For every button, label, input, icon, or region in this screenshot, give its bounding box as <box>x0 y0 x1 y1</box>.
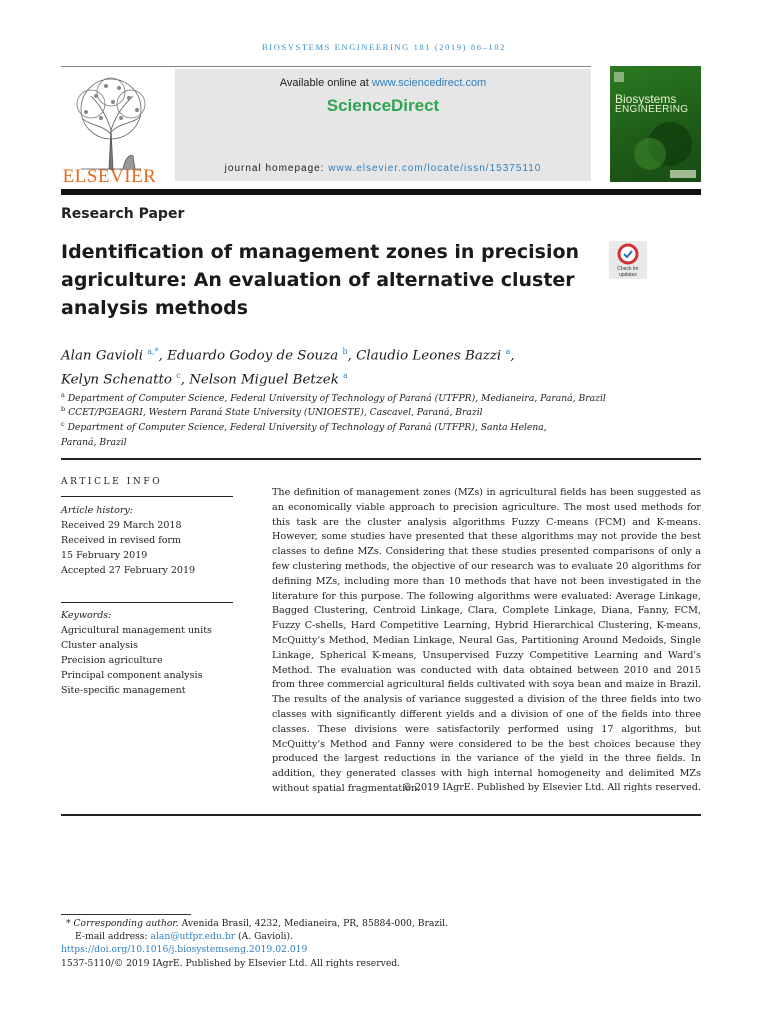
doi-line <box>61 943 307 957</box>
history-item: Received in revised form <box>61 535 181 546</box>
section-divider <box>61 458 701 460</box>
history-label: Article history: <box>61 505 133 516</box>
homepage-prefix: journal homepage: <box>224 163 329 174</box>
abstract-bottom-rule <box>61 814 701 816</box>
available-online <box>175 77 591 89</box>
author-name[interactable]: Eduardo Godoy de Souza <box>167 348 339 364</box>
author-separator: , <box>347 348 357 364</box>
affiliation-text: Department of Computer Science, Federal University of Technology of Paraná (UTFPR), Santa Helena, Paraná, Brazil <box>61 422 547 448</box>
affiliation-text: CCET/PGEAGRI, Western Paraná State University (UNIOESTE), Cascavel, Paraná, Brazil <box>68 407 483 419</box>
keyword-item: Precision agriculture <box>61 655 163 666</box>
history-item: Accepted 27 February 2019 <box>61 565 196 576</box>
sciencedirect-link[interactable]: www.sciencedirect.com <box>371 77 487 89</box>
author-name[interactable]: Claudio Leones Bazzi <box>356 348 502 364</box>
check-for-updates-badge[interactable] <box>609 241 647 279</box>
keywords-rule <box>61 602 233 603</box>
history-item: Received 29 March 2018 <box>61 520 182 531</box>
footnote-rule <box>61 914 191 915</box>
author-separator: , <box>158 348 168 364</box>
email-label: E-mail address: <box>75 931 151 942</box>
author-name[interactable]: Kelyn Schenatto <box>61 372 172 388</box>
cover-title-line1: Biosystems <box>615 92 677 106</box>
elsevier-wordmark: ELSEVIER <box>62 166 157 187</box>
header-divider <box>61 189 701 195</box>
keyword-item: Site-specific management <box>61 685 186 696</box>
keywords-block <box>61 608 233 698</box>
author-affil-mark[interactable]: a <box>505 347 511 356</box>
corresponding-author-note: * Corresponding author. Avenida Brasil, 4232, Medianeira, PR, 85884-000, Brazil. <box>66 918 448 929</box>
article-title: Identification of management zones in precision agriculture: An evaluation of alternative cluster analysis methods <box>61 241 580 319</box>
keyword-item: Agricultural management units <box>61 625 212 636</box>
author-name[interactable]: Nelson Miguel Betzek <box>189 372 339 388</box>
cover-art-icon <box>610 66 701 182</box>
affiliation-text: Department of Computer Science, Federal University of Technology of Paraná (UTFPR), Medianeira, Paraná, Brazil <box>67 393 606 405</box>
author-separator: , <box>180 372 190 388</box>
doi-link[interactable]: https://doi.org/10.1016/j.biosystemseng.2019.02.019 <box>61 944 308 955</box>
homepage-link[interactable]: www.elsevier.com/locate/issn/15375110 <box>328 163 542 174</box>
issn-line: 1537-5110/© 2019 IAgrE. Published by Elsevier Ltd. All rights reserved. <box>61 958 401 969</box>
email-link[interactable]: alan@utfpr.edu.br <box>150 931 236 942</box>
author-list <box>61 342 621 391</box>
affiliation-mark: c <box>61 420 65 428</box>
sciencedirect-logo[interactable]: ScienceDirect <box>326 96 440 115</box>
history-item: 15 February 2019 <box>61 550 148 561</box>
email-suffix: (A. Gavioli). <box>235 931 293 942</box>
journal-cover-image[interactable] <box>610 66 701 182</box>
author-affil-mark[interactable]: b <box>342 347 348 356</box>
author-affil-mark[interactable]: c <box>176 371 181 381</box>
keyword-item: Principal component analysis <box>61 670 203 681</box>
author-name[interactable]: Alan Gavioli <box>61 348 143 364</box>
corresponding-label: Corresponding author. <box>73 918 179 929</box>
journal-homepage <box>175 163 591 174</box>
author-separator: , <box>510 348 515 364</box>
abstract-text: The definition of management zones (MZs) in agricultural fields has been suggested as an economically viable approach to precision agriculture. The most used methods for this task are the cluster analysis algorithms Fuzzy C-means (FCM) and K-means. However, some studies have presented that these algorithms may not provide the best classes to define MZs. Considering that these studies presented comparisons of only a few clustering methods, the objective of our research was to evaluate 20 algorithms for defining MZs, including more than 10 methods that have not been investigated in the literature for this purpose. The following algorithms were evaluated: Average Linkage, Bagged Clustering, Centroid Linkage, Clara, Complete Linkage, Diana, Fanny, FCM, Fuzzy C-shells, Hard Competitive Learning, Hybrid Hierarchical Clustering, K-means, McQuitty's Method, Median Linkage, Neural Gas, Partitioning Around Medoids, Single Linkage, Spherical K-means, Unsupervised Fuzzy Competitive Learning and Ward's Method. The evaluation was conducted with data obtained between 2010 and 2015 from three commercial agricultural fields cultivated with soya bean and maize in Brazil. The results of the analysis of variance suggested a division of the three fields into two classes with significantly different yields and a division of one of the fields into three classes. These divisions were satisfactorily performed using 17 algorithms, but McQuitty's Method and Fanny were considered to be the best choices because they produced the largest reductions in the variance of the yield in the three fields. In addition, they generated classes with high internal homogeneity and delimited MZs without spatial fragmentation. <box>272 487 701 794</box>
article-info-heading: ARTICLE INFO <box>61 477 163 487</box>
available-prefix: Available online at <box>279 77 372 89</box>
email-note <box>75 930 293 944</box>
author-affil-mark[interactable]: a,* <box>147 347 159 356</box>
corresponding-address: Avenida Brasil, 4232, Medianeira, PR, 85884-000, Brazil. <box>178 918 448 929</box>
cover-title-line2: ENGINEERING <box>615 104 689 115</box>
author-affil-mark[interactable]: a <box>343 371 348 381</box>
check-updates-label: Check for updates <box>617 266 639 278</box>
keywords-label: Keywords: <box>61 610 112 621</box>
keyword-item: Cluster analysis <box>61 640 138 651</box>
elsevier-tree-icon <box>61 74 161 174</box>
article-info-rule <box>61 496 233 497</box>
affiliation-mark: a <box>61 391 65 399</box>
article-type: Research Paper <box>61 206 185 222</box>
running-header: BIOSYSTEMS ENGINEERING 181 (2019) 86–102 <box>262 42 506 52</box>
affiliation-c <box>61 417 581 450</box>
abstract-copyright: © 2019 IAgrE. Published by Elsevier Ltd. All rights reserved. <box>402 782 701 793</box>
affiliation-mark: b <box>61 405 66 413</box>
article-history <box>61 503 233 578</box>
